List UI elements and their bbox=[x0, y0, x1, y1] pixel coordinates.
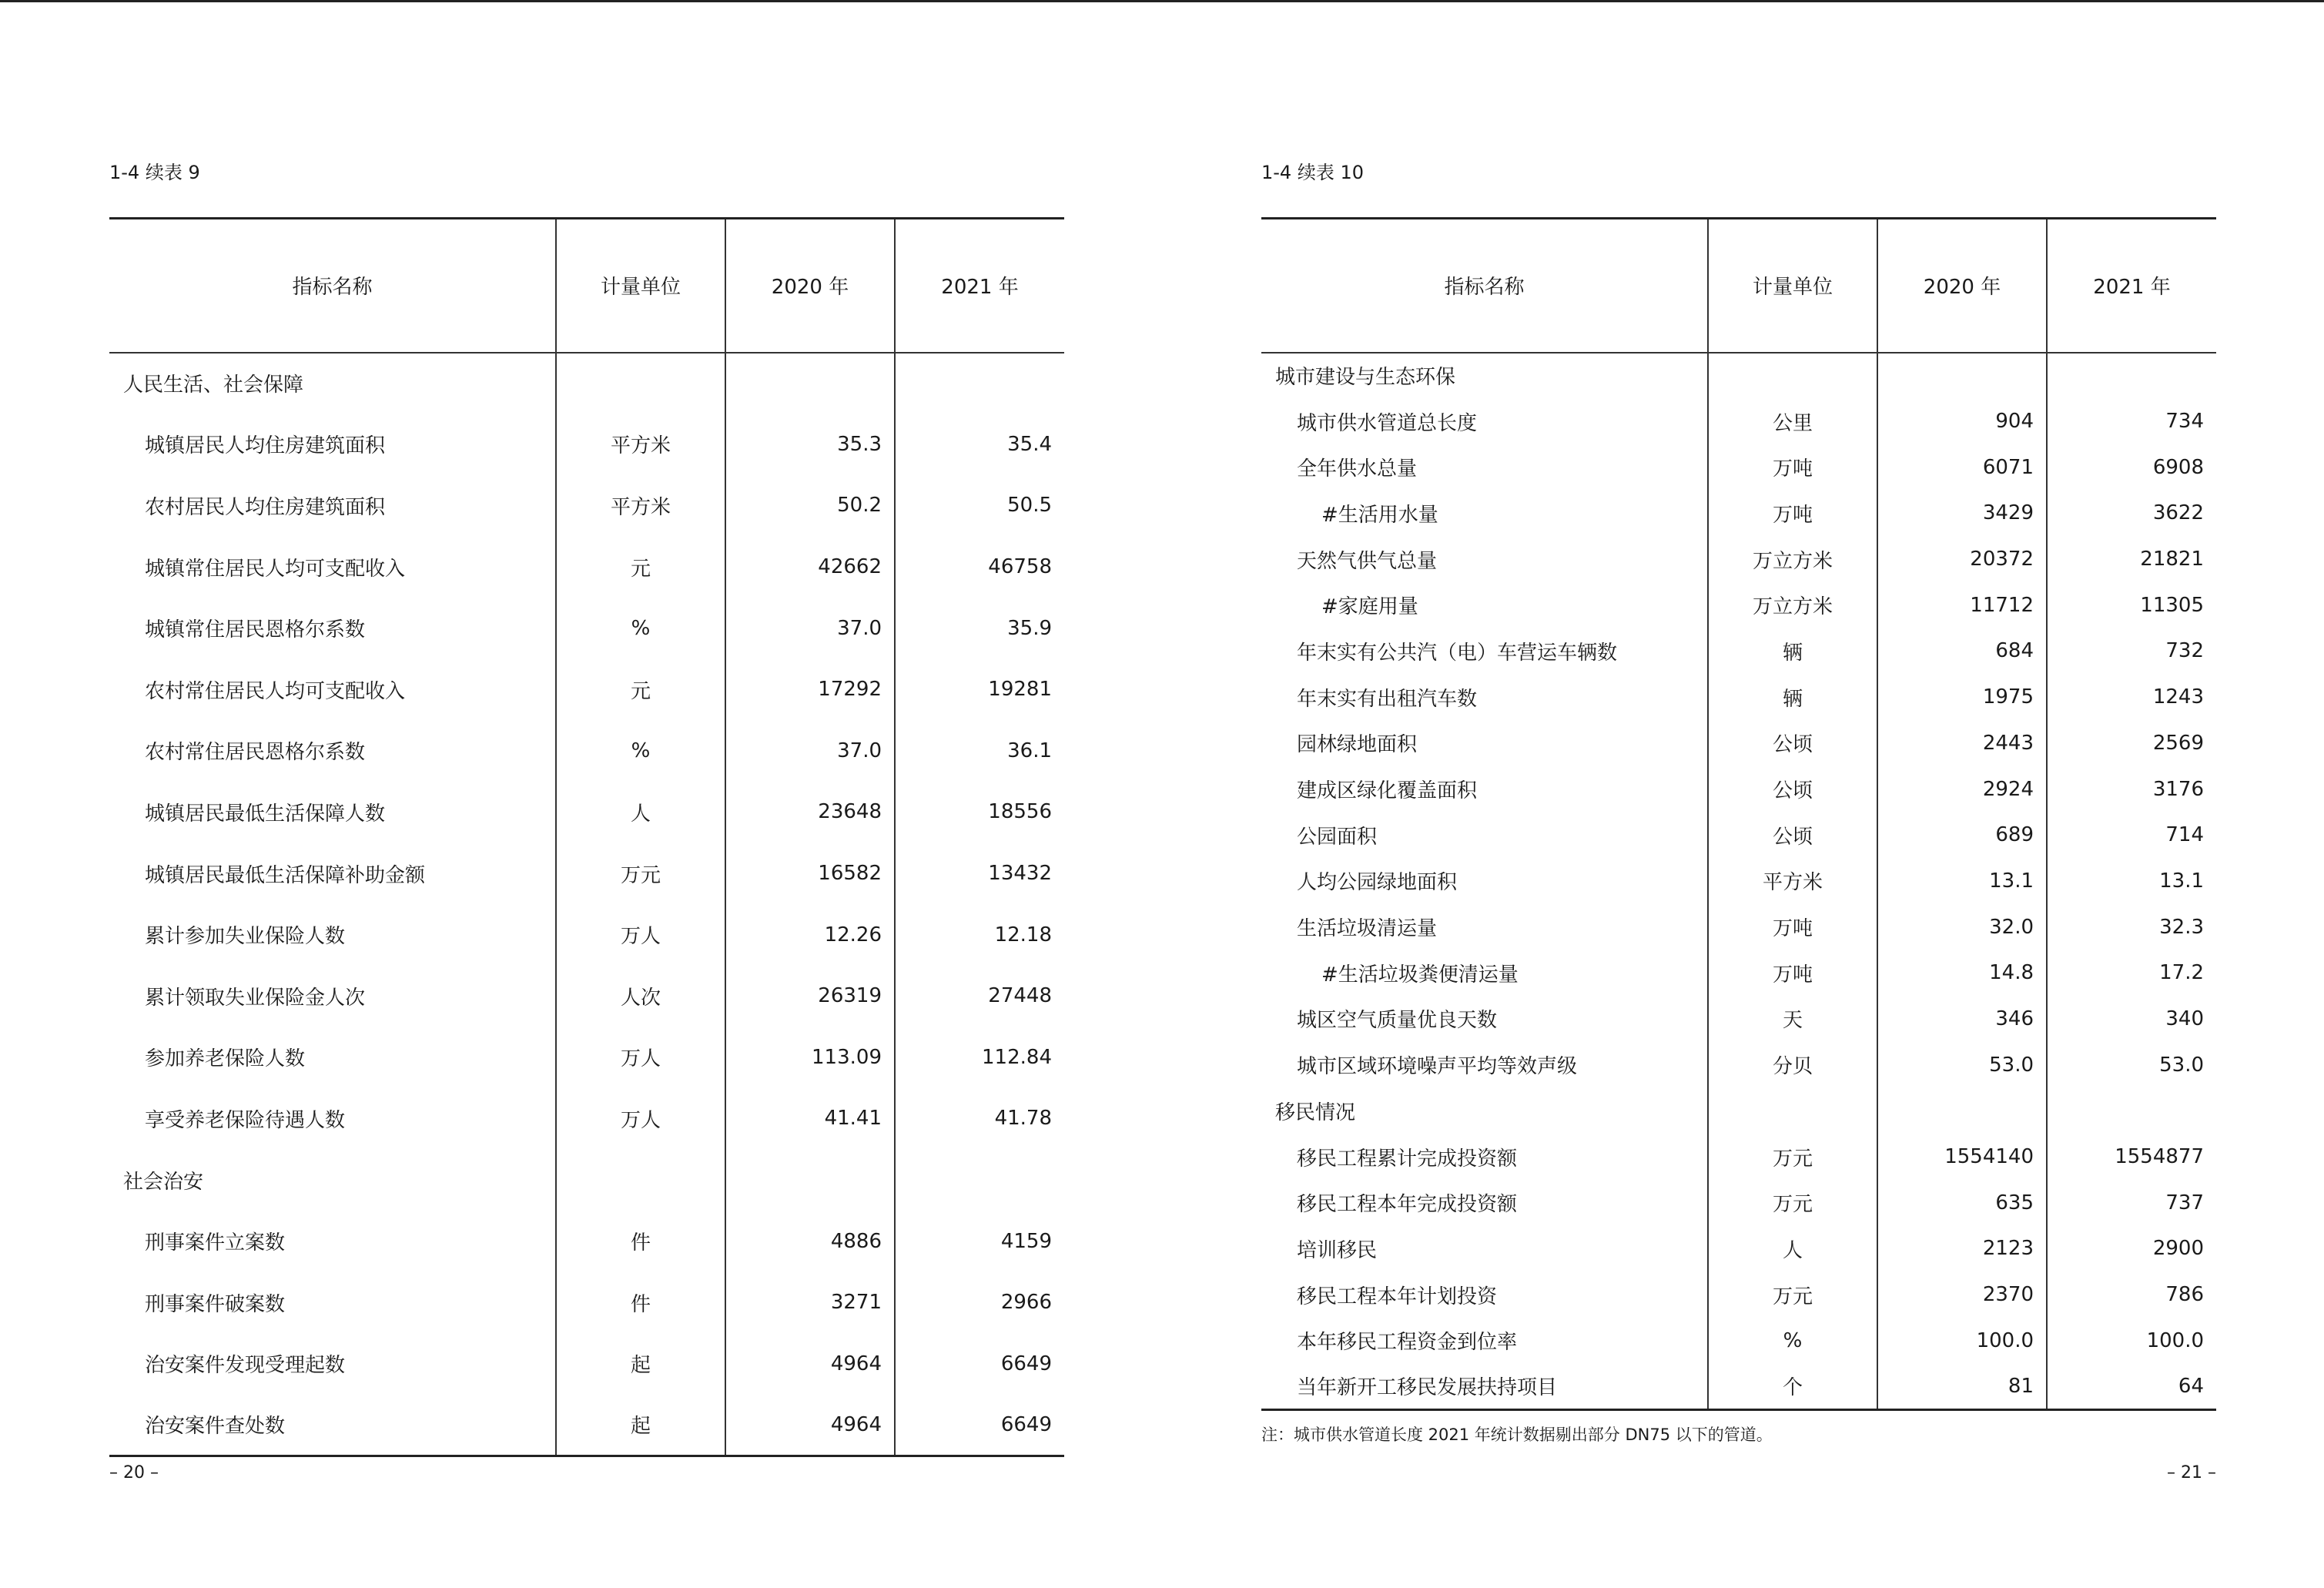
value-2021-cell: 2966 bbox=[895, 1271, 1064, 1333]
unit-cell bbox=[1708, 353, 1877, 399]
value-2021-cell bbox=[2047, 353, 2216, 399]
table-row bbox=[109, 1211, 1064, 1272]
value-2021-cell: 50.5 bbox=[895, 475, 1064, 537]
value-2020-cell: 2443 bbox=[1877, 720, 2047, 766]
value-2021-cell: 6908 bbox=[2047, 444, 2216, 491]
indicator-name-cell: 当年新开工移民发展扶持项目 bbox=[1261, 1364, 1708, 1410]
value-2020-cell bbox=[725, 1149, 895, 1211]
table-row bbox=[1261, 582, 2216, 628]
table-row bbox=[1261, 904, 2216, 950]
unit-cell: 万人 bbox=[556, 1088, 725, 1150]
value-2021-cell: 1243 bbox=[2047, 674, 2216, 720]
indicator-name-cell: 刑事案件破案数 bbox=[145, 1292, 286, 1316]
indicator-name-cell: 全年供水总量 bbox=[1297, 457, 1418, 481]
right-page bbox=[1261, 0, 2216, 1588]
header-unit: 计量单位 bbox=[1708, 219, 1877, 353]
value-2020-cell: 3429 bbox=[1877, 491, 2047, 537]
value-2021-cell: 18556 bbox=[895, 782, 1064, 843]
value-2021-cell: 17.2 bbox=[2047, 950, 2216, 996]
value-2021-cell: 32.3 bbox=[2047, 904, 2216, 950]
indicator-name-cell: 参加养老保险人数 bbox=[145, 1047, 306, 1071]
value-2020-cell: 37.0 bbox=[725, 720, 895, 782]
indicator-name-cell: 园林绿地面积 bbox=[1297, 733, 1418, 757]
value-2020-cell: 4964 bbox=[725, 1395, 895, 1456]
table-row bbox=[1261, 628, 2216, 675]
value-2021-cell: 340 bbox=[2047, 996, 2216, 1042]
page-number: – 21 – bbox=[2167, 1463, 2216, 1482]
value-2021-cell bbox=[895, 1149, 1064, 1211]
section-header-row bbox=[109, 353, 1064, 414]
unit-cell: 万元 bbox=[1708, 1134, 1877, 1180]
indicator-name-cell: 年末实有出租汽车数 bbox=[1297, 687, 1478, 711]
unit-cell: 元 bbox=[556, 536, 725, 598]
unit-cell: 件 bbox=[556, 1211, 725, 1272]
indicator-name-cell: 农村常住居民人均可支配收入 bbox=[145, 679, 406, 703]
unit-cell: 万立方米 bbox=[1708, 582, 1877, 628]
header-indicator-name: 指标名称 bbox=[1261, 219, 1708, 353]
value-2020-cell: 23648 bbox=[725, 782, 895, 843]
value-2021-cell: 732 bbox=[2047, 628, 2216, 675]
indicator-name-cell: 城市建设与生态环保 bbox=[1275, 366, 1456, 390]
table-row bbox=[1261, 1226, 2216, 1272]
value-2021-cell: 13432 bbox=[895, 843, 1064, 904]
unit-cell: 万吨 bbox=[1708, 950, 1877, 996]
unit-cell: 天 bbox=[1708, 996, 1877, 1042]
value-2021-cell: 36.1 bbox=[895, 720, 1064, 782]
value-2020-cell: 904 bbox=[1877, 398, 2047, 444]
indicator-name-cell: 治安案件查处数 bbox=[109, 1395, 556, 1456]
indicator-name-cell: 治安案件发现受理起数 bbox=[145, 1354, 346, 1378]
table-row bbox=[1261, 720, 2216, 766]
indicator-name-cell: 天然气供气总量 bbox=[1297, 549, 1438, 573]
table-row bbox=[1261, 1271, 2216, 1318]
indicator-name-cell: 城镇常住居民人均可支配收入 bbox=[145, 557, 406, 581]
unit-cell: 人 bbox=[1708, 1226, 1877, 1272]
indicator-name-cell: 人民生活、社会保障 bbox=[123, 374, 304, 397]
unit-cell: 辆 bbox=[1708, 674, 1877, 720]
table-row bbox=[1261, 1318, 2216, 1364]
table-footnote: 注：城市供水管道长度 2021 年统计数据剔出部分 DN75 以下的管道。 bbox=[1261, 1426, 1773, 1444]
table-row bbox=[109, 475, 1064, 537]
page-number: – 20 – bbox=[109, 1463, 159, 1482]
value-2020-cell: 37.0 bbox=[725, 598, 895, 659]
table-row bbox=[109, 658, 1064, 720]
header-year-2020: 2020 年 bbox=[1877, 219, 2047, 353]
indicator-name-cell: 城市供水管道总长度 bbox=[1297, 411, 1478, 435]
table-row bbox=[109, 536, 1064, 598]
indicator-name-cell: 城镇居民最低生活保障人数 bbox=[145, 802, 386, 826]
value-2021-cell: 46758 bbox=[895, 536, 1064, 598]
table-title: 1-4 续表 10 bbox=[1261, 162, 1364, 183]
value-2021-cell: 112.84 bbox=[895, 1027, 1064, 1088]
indicator-name-cell: 农村常住居民恩格尔系数 bbox=[145, 741, 366, 765]
table-row bbox=[1261, 812, 2216, 858]
value-2020-cell: 53.0 bbox=[1877, 1042, 2047, 1088]
indicator-name-cell: 移民工程本年完成投资额 bbox=[1297, 1193, 1518, 1217]
unit-cell: 起 bbox=[556, 1333, 725, 1395]
value-2021-cell: 2900 bbox=[2047, 1226, 2216, 1272]
unit-cell: 起 bbox=[556, 1395, 725, 1456]
indicator-name-cell: 城市区域环境噪声平均等效声级 bbox=[1297, 1055, 1578, 1079]
unit-cell: % bbox=[556, 720, 725, 782]
indicator-name-cell: 本年移民工程资金到位率 bbox=[1297, 1331, 1518, 1355]
table-row bbox=[109, 904, 1064, 966]
table-row bbox=[1261, 444, 2216, 491]
value-2021-cell: 35.9 bbox=[895, 598, 1064, 659]
header-unit: 计量单位 bbox=[556, 219, 725, 353]
value-2021-cell bbox=[895, 353, 1064, 414]
value-2020-cell: 11712 bbox=[1877, 582, 2047, 628]
value-2021-cell: 3176 bbox=[2047, 766, 2216, 812]
indicator-name-cell: #生活用水量 bbox=[1321, 503, 1438, 527]
value-2021-cell: 4159 bbox=[895, 1211, 1064, 1272]
indicator-name-cell: 生活垃圾清运量 bbox=[1297, 917, 1438, 941]
indicator-name-cell: #生活垃圾粪便清运量 bbox=[1321, 963, 1519, 987]
unit-cell: 平方米 bbox=[556, 475, 725, 537]
value-2020-cell: 100.0 bbox=[1877, 1318, 2047, 1364]
table-row bbox=[109, 720, 1064, 782]
table-row bbox=[1261, 1134, 2216, 1180]
value-2020-cell: 41.41 bbox=[725, 1088, 895, 1150]
value-2020-cell: 2123 bbox=[1877, 1226, 2047, 1272]
unit-cell: 平方米 bbox=[1708, 858, 1877, 904]
table-row bbox=[1261, 996, 2216, 1042]
value-2021-cell: 3622 bbox=[2047, 491, 2216, 537]
indicator-name-cell: 移民工程本年计划投资 bbox=[1297, 1285, 1498, 1308]
unit-cell bbox=[556, 353, 725, 414]
value-2020-cell: 4964 bbox=[725, 1333, 895, 1395]
value-2020-cell: 2370 bbox=[1877, 1271, 2047, 1318]
section-header-row bbox=[1261, 1088, 2216, 1134]
value-2021-cell: 41.78 bbox=[895, 1088, 1064, 1150]
unit-cell: 万吨 bbox=[1708, 491, 1877, 537]
value-2021-cell: 734 bbox=[2047, 398, 2216, 444]
unit-cell: 万吨 bbox=[1708, 904, 1877, 950]
unit-cell: 辆 bbox=[1708, 628, 1877, 675]
indicator-name-cell: 社会治安 bbox=[123, 1170, 204, 1194]
indicator-name-cell: 累计领取失业保险金人次 bbox=[145, 986, 366, 1010]
table-title: 1-4 续表 9 bbox=[109, 162, 200, 183]
value-2020-cell: 1975 bbox=[1877, 674, 2047, 720]
table-row bbox=[109, 843, 1064, 904]
unit-cell: 万人 bbox=[556, 1027, 725, 1088]
header-year-2020: 2020 年 bbox=[725, 219, 895, 353]
value-2020-cell: 113.09 bbox=[725, 1027, 895, 1088]
value-2020-cell: 4886 bbox=[725, 1211, 895, 1272]
unit-cell: 公顷 bbox=[1708, 766, 1877, 812]
value-2020-cell: 16582 bbox=[725, 843, 895, 904]
value-2020-cell: 32.0 bbox=[1877, 904, 2047, 950]
value-2020-cell: 35.3 bbox=[725, 414, 895, 475]
value-2021-cell: 6649 bbox=[895, 1333, 1064, 1395]
indicator-name-cell: 公园面积 bbox=[1297, 825, 1378, 849]
value-2020-cell: 2924 bbox=[1877, 766, 2047, 812]
table-row bbox=[109, 1333, 1064, 1395]
table-row bbox=[1261, 1180, 2216, 1226]
value-2020-cell bbox=[1877, 353, 2047, 399]
section-header-row bbox=[109, 1149, 1064, 1211]
value-2021-cell: 27448 bbox=[895, 965, 1064, 1027]
indicator-name-cell: 刑事案件立案数 bbox=[145, 1231, 286, 1255]
unit-cell: 万元 bbox=[556, 843, 725, 904]
unit-cell: % bbox=[1708, 1318, 1877, 1364]
left-page bbox=[109, 0, 1064, 1588]
table-row bbox=[109, 1395, 1064, 1456]
value-2021-cell: 21821 bbox=[2047, 536, 2216, 582]
unit-cell: 万元 bbox=[1708, 1271, 1877, 1318]
table-row bbox=[109, 1271, 1064, 1333]
header-indicator-name: 指标名称 bbox=[109, 219, 556, 353]
table-header-row bbox=[109, 219, 1064, 353]
section-header-row bbox=[1261, 353, 2216, 399]
value-2021-cell: 12.18 bbox=[895, 904, 1064, 966]
indicator-name-cell: 城镇常住居民恩格尔系数 bbox=[145, 618, 366, 642]
table-row bbox=[109, 414, 1064, 475]
value-2020-cell: 42662 bbox=[725, 536, 895, 598]
value-2021-cell: 11305 bbox=[2047, 582, 2216, 628]
value-2020-cell: 684 bbox=[1877, 628, 2047, 675]
unit-cell: 个 bbox=[1708, 1364, 1877, 1410]
unit-cell: 万吨 bbox=[1708, 444, 1877, 491]
table-row bbox=[1261, 674, 2216, 720]
table-row bbox=[109, 1088, 1064, 1150]
value-2021-cell: 2569 bbox=[2047, 720, 2216, 766]
unit-cell: 元 bbox=[556, 658, 725, 720]
table-row bbox=[1261, 766, 2216, 812]
value-2020-cell: 50.2 bbox=[725, 475, 895, 537]
unit-cell: 万人 bbox=[556, 904, 725, 966]
indicator-name-cell: 农村居民人均住房建筑面积 bbox=[145, 495, 386, 519]
unit-cell bbox=[1708, 1088, 1877, 1134]
indicator-name-cell: 城镇居民最低生活保障补助金额 bbox=[145, 863, 426, 887]
statistics-table bbox=[109, 217, 1064, 1457]
value-2021-cell: 737 bbox=[2047, 1180, 2216, 1226]
indicator-name-cell: 累计参加失业保险人数 bbox=[145, 925, 346, 949]
value-2021-cell: 1554877 bbox=[2047, 1134, 2216, 1180]
unit-cell: 人次 bbox=[556, 965, 725, 1027]
unit-cell: 万立方米 bbox=[1708, 536, 1877, 582]
table-row bbox=[1261, 1364, 2216, 1410]
value-2020-cell: 3271 bbox=[725, 1271, 895, 1333]
indicator-name-cell: 城镇居民人均住房建筑面积 bbox=[145, 434, 386, 458]
value-2020-cell: 635 bbox=[1877, 1180, 2047, 1226]
indicator-name-cell: 享受养老保险待遇人数 bbox=[145, 1108, 346, 1132]
unit-cell bbox=[556, 1149, 725, 1211]
table-row bbox=[109, 1027, 1064, 1088]
value-2020-cell: 12.26 bbox=[725, 904, 895, 966]
indicator-name-cell: 移民情况 bbox=[1275, 1101, 1356, 1124]
value-2021-cell: 786 bbox=[2047, 1271, 2216, 1318]
value-2021-cell: 35.4 bbox=[895, 414, 1064, 475]
value-2020-cell: 14.8 bbox=[1877, 950, 2047, 996]
value-2020-cell: 26319 bbox=[725, 965, 895, 1027]
indicator-name-cell: 移民工程累计完成投资额 bbox=[1297, 1147, 1518, 1171]
unit-cell: 公顷 bbox=[1708, 720, 1877, 766]
value-2021-cell: 13.1 bbox=[2047, 858, 2216, 904]
table-row bbox=[109, 782, 1064, 843]
unit-cell: 平方米 bbox=[556, 414, 725, 475]
table-header-row bbox=[1261, 219, 2216, 353]
value-2020-cell: 20372 bbox=[1877, 536, 2047, 582]
indicator-name-cell: 建成区绿化覆盖面积 bbox=[1297, 779, 1478, 803]
table-row bbox=[1261, 398, 2216, 444]
value-2021-cell: 19281 bbox=[895, 658, 1064, 720]
unit-cell: % bbox=[556, 598, 725, 659]
unit-cell: 件 bbox=[556, 1271, 725, 1333]
value-2020-cell: 346 bbox=[1877, 996, 2047, 1042]
table-row bbox=[1261, 1042, 2216, 1088]
value-2020-cell: 689 bbox=[1877, 812, 2047, 858]
unit-cell: 分贝 bbox=[1708, 1042, 1877, 1088]
table-row bbox=[1261, 950, 2216, 996]
value-2020-cell: 6071 bbox=[1877, 444, 2047, 491]
unit-cell: 公里 bbox=[1708, 398, 1877, 444]
header-year-2021: 2021 年 bbox=[2047, 219, 2216, 353]
value-2021-cell: 714 bbox=[2047, 812, 2216, 858]
table-row bbox=[109, 965, 1064, 1027]
value-2021-cell: 6649 bbox=[895, 1395, 1064, 1456]
value-2020-cell: 17292 bbox=[725, 658, 895, 720]
indicator-name-cell: 人均公园绿地面积 bbox=[1297, 871, 1458, 895]
indicator-name-cell: 城区空气质量优良天数 bbox=[1297, 1009, 1498, 1033]
indicator-name-cell: #家庭用量 bbox=[1321, 595, 1418, 619]
value-2021-cell bbox=[2047, 1088, 2216, 1134]
value-2020-cell: 13.1 bbox=[1877, 858, 2047, 904]
unit-cell: 万元 bbox=[1708, 1180, 1877, 1226]
value-2020-cell bbox=[1877, 1088, 2047, 1134]
table-row bbox=[109, 598, 1064, 659]
value-2020-cell: 81 bbox=[1877, 1364, 2047, 1410]
table-row bbox=[1261, 858, 2216, 904]
value-2021-cell: 64 bbox=[2047, 1364, 2216, 1410]
table-row bbox=[1261, 536, 2216, 582]
value-2020-cell bbox=[725, 353, 895, 414]
value-2021-cell: 100.0 bbox=[2047, 1318, 2216, 1364]
statistics-table bbox=[1261, 217, 2216, 1411]
table-row bbox=[1261, 491, 2216, 537]
indicator-name-cell: 培训移民 bbox=[1297, 1238, 1378, 1262]
value-2021-cell: 53.0 bbox=[2047, 1042, 2216, 1088]
unit-cell: 人 bbox=[556, 782, 725, 843]
header-year-2021: 2021 年 bbox=[895, 219, 1064, 353]
indicator-name-cell: 年末实有公共汽（电）车营运车辆数 bbox=[1297, 641, 1618, 665]
value-2020-cell: 1554140 bbox=[1877, 1134, 2047, 1180]
unit-cell: 公顷 bbox=[1708, 812, 1877, 858]
